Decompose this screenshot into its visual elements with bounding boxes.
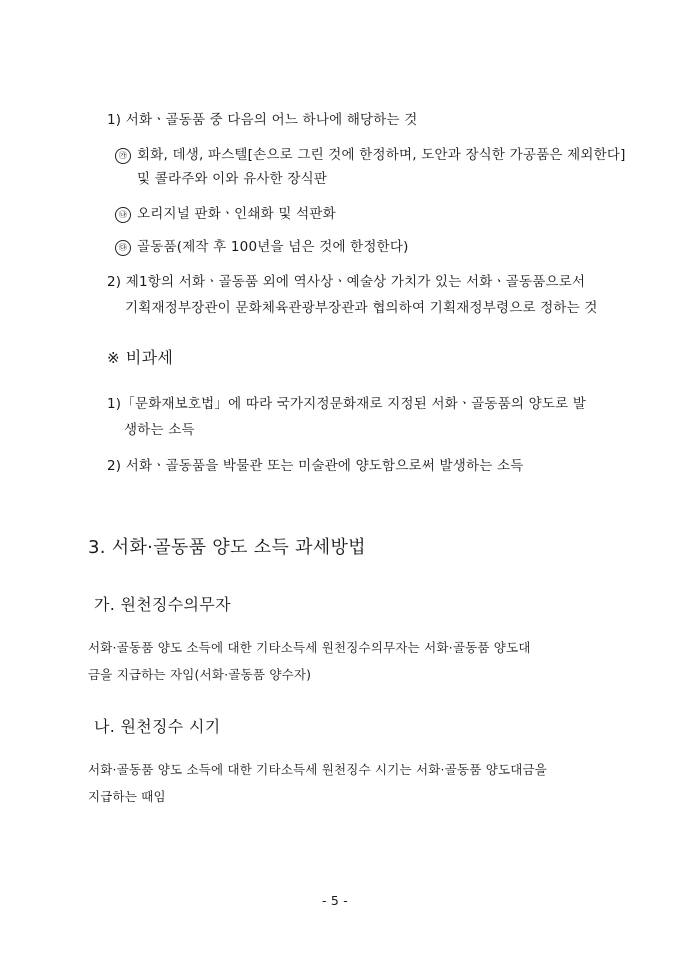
section-3-title: 3. 서화·골동품 양도 소득 과세방법 bbox=[88, 537, 366, 558]
sub-item-b-text: 오리지널 판화ㆍ인쇄화 및 석판화 bbox=[137, 206, 336, 222]
nontax-heading-text: 비과세 bbox=[125, 348, 174, 367]
subsection-ga-title: 가. 원천징수의무자 bbox=[94, 595, 231, 614]
circled-number-icon: ㉮ bbox=[115, 148, 131, 164]
reference-mark-icon: ※ bbox=[107, 349, 120, 367]
nontax-heading bbox=[107, 345, 173, 368]
circled-number-icon: ㉰ bbox=[115, 240, 131, 256]
paragraph-na-continuation: 지급하는 때임 bbox=[88, 789, 166, 804]
paragraph-na: 서화·골동품 양도 소득에 대한 기타소득세 원천징수 시기는 서화·골동품 양도대금을 bbox=[88, 762, 548, 777]
sub-item-c-text: 골동품(제작 후 100년을 넘은 것에 한정한다) bbox=[137, 239, 409, 255]
sub-item-a-text: 회화, 데생, 파스텔[손으로 그린 것에 한정하며, 도안과 장식한 가공품은 제외한다] bbox=[137, 147, 626, 163]
list-item-1: 1) 서화ㆍ골동품 중 다음의 어느 하나에 해당하는 것 bbox=[107, 112, 418, 128]
sub-item-c bbox=[115, 235, 409, 256]
nontax-item-2: 2) 서화ㆍ골동품을 박물관 또는 미술관에 양도함으로써 발생하는 소득 bbox=[107, 458, 524, 474]
subsection-na-title: 나. 원천징수 시기 bbox=[94, 717, 221, 736]
page-number: - 5 - bbox=[322, 893, 348, 908]
list-item-2-continuation: 기획재정부장관이 문화체육관광부장관과 협의하여 기획재정부령으로 정하는 것 bbox=[125, 300, 598, 316]
list-item-2: 2) 제1항의 서화ㆍ골동품 외에 역사상ㆍ예술상 가치가 있는 서화ㆍ골동품으로서 bbox=[107, 274, 586, 290]
nontax-item-1: 1)「문화재보호법」에 따라 국가지정문화재로 지정된 서화ㆍ골동품의 양도로 발 bbox=[107, 396, 587, 412]
paragraph-ga-continuation: 금을 지급하는 자임(서화·골동품 양수자) bbox=[88, 667, 312, 682]
circled-number-icon: ㉯ bbox=[115, 207, 131, 223]
sub-item-a bbox=[115, 143, 626, 164]
nontax-item-1-continuation: 생하는 소득 bbox=[124, 422, 195, 438]
sub-item-a-continuation: 및 콜라주와 이와 유사한 장식판 bbox=[137, 171, 328, 187]
paragraph-ga: 서화·골동품 양도 소득에 대한 기타소득세 원천징수의무자는 서화·골동품 양도대 bbox=[88, 640, 531, 655]
sub-item-b bbox=[115, 202, 336, 223]
